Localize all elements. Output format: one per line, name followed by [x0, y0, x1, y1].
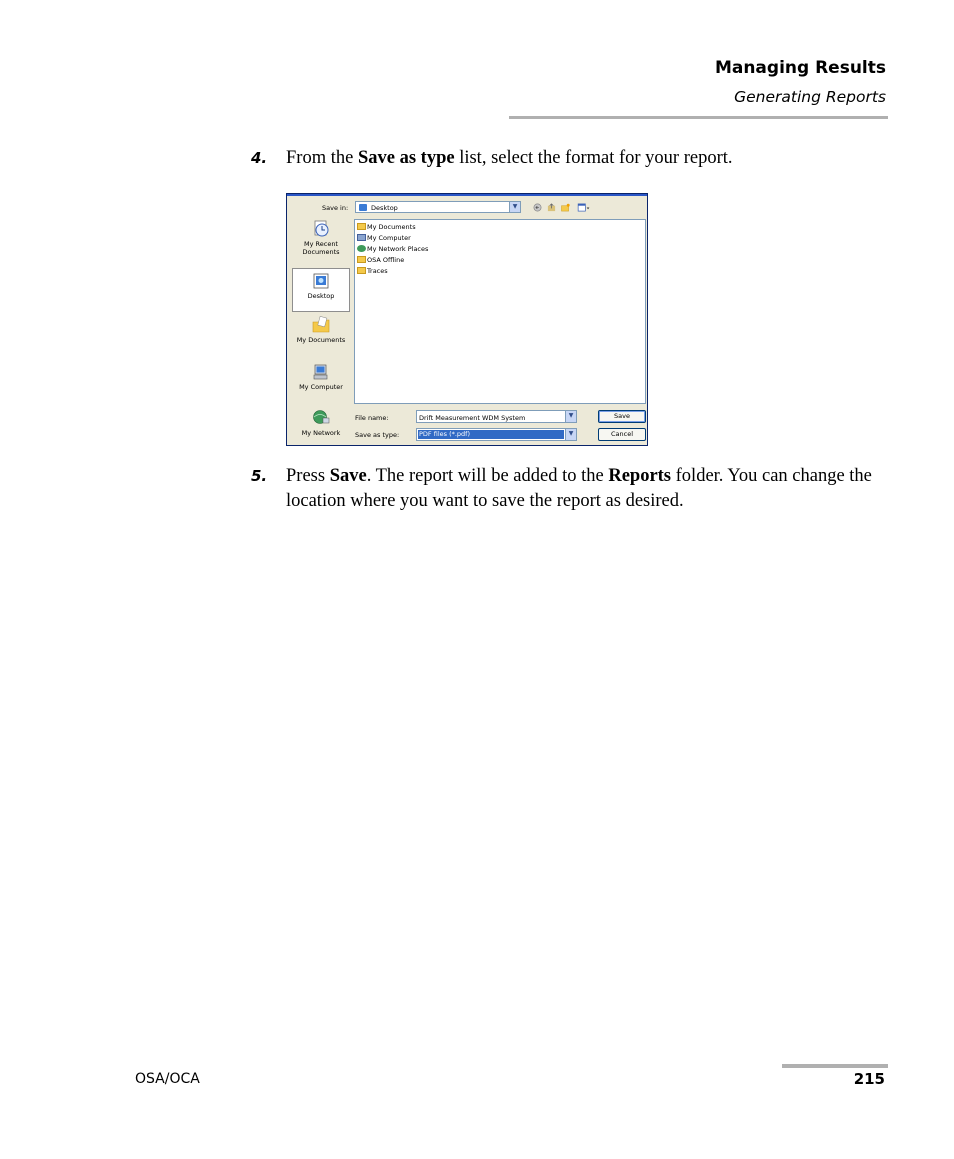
my-documents-icon: [312, 316, 330, 334]
step-5-text: Press Save. The report will be added to the Reports folder. You can change the location where you want to save the report as desired.: [286, 466, 872, 511]
save-as-type-select[interactable]: PDF files (*.pdf) ▼: [416, 428, 577, 441]
list-item[interactable]: Traces: [357, 266, 388, 276]
chapter-title: Managing Results: [714, 58, 886, 78]
chevron-down-icon[interactable]: ▼: [565, 429, 576, 440]
footer-rule: [782, 1064, 888, 1068]
computer-icon: [357, 234, 366, 241]
file-list[interactable]: [354, 219, 646, 404]
dialog-top-border: [287, 194, 647, 196]
network-places-icon: [357, 245, 366, 252]
my-network-icon: [312, 409, 330, 427]
save-button[interactable]: Save: [598, 410, 646, 423]
step-4-text: From the Save as type list, select the format for your report.: [286, 148, 733, 168]
cancel-button[interactable]: Cancel: [598, 428, 646, 441]
list-item[interactable]: My Computer: [357, 233, 411, 243]
view-menu-icon[interactable]: [577, 203, 591, 212]
chevron-down-icon[interactable]: ▼: [509, 202, 520, 212]
step-5-number: 5.: [251, 467, 268, 485]
list-item[interactable]: My Documents: [357, 222, 416, 232]
save-dialog-screenshot: [286, 193, 648, 446]
save-in-dropdown[interactable]: Desktop ▼: [355, 201, 521, 213]
chevron-down-icon[interactable]: ▼: [565, 411, 576, 422]
desktop-icon: [312, 272, 330, 290]
header-rule: [509, 116, 888, 119]
section-title: Generating Reports: [734, 88, 886, 106]
up-folder-icon[interactable]: [547, 203, 556, 212]
folder-icon: [357, 267, 366, 274]
product-name: OSA/OCA: [135, 1071, 200, 1087]
my-computer-icon: [312, 363, 330, 381]
place-my-documents[interactable]: My Documents: [292, 316, 350, 344]
save-as-type-label: Save as type:: [355, 431, 400, 439]
step-4-number: 4.: [251, 149, 268, 167]
folder-icon: [357, 256, 366, 263]
page-number: 215: [853, 1070, 885, 1088]
file-name-input[interactable]: Drift Measurement WDM System ▼: [416, 410, 577, 423]
file-name-label: File name:: [355, 414, 389, 422]
save-term: Save: [329, 466, 367, 486]
place-my-recent-documents[interactable]: My Recent Documents: [292, 220, 350, 256]
place-my-computer[interactable]: My Computer: [292, 363, 350, 391]
place-my-network[interactable]: My Network: [292, 409, 350, 437]
save-as-type-term: Save as type: [357, 148, 455, 168]
places-bar: [292, 220, 350, 442]
list-item[interactable]: My Network Places: [357, 244, 428, 254]
reports-term: Reports: [608, 466, 672, 486]
recent-documents-icon: [312, 220, 330, 238]
my-documents-folder-icon: [357, 223, 366, 230]
new-folder-icon[interactable]: [561, 203, 570, 212]
place-desktop[interactable]: Desktop: [292, 268, 350, 312]
back-icon[interactable]: [533, 203, 542, 212]
desktop-icon: [359, 204, 367, 211]
list-item[interactable]: OSA Offline: [357, 255, 404, 265]
save-in-label: Save in:: [322, 204, 349, 212]
